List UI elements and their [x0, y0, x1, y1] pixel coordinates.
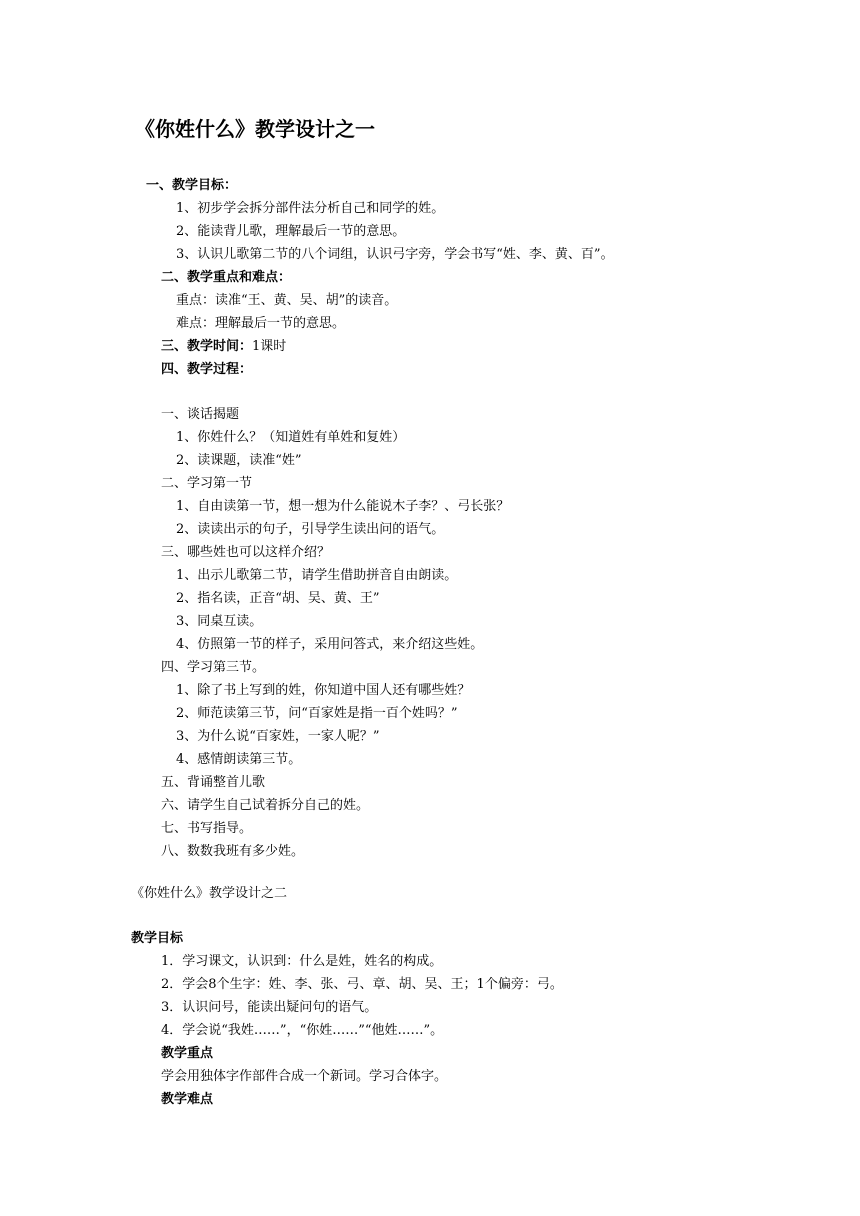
section-teaching-time — [161, 338, 286, 356]
process-substep: 2、指名读，正音“胡、吴、黄、王” — [176, 591, 380, 606]
doc2-heading-goals: 教学目标 — [131, 931, 184, 946]
process-step: 一、谈话揭题 — [161, 407, 240, 422]
doc2-goal-item: 1．学习课文，认识到：什么是姓，姓名的构成。 — [161, 954, 443, 969]
section-heading-key-points: 二、教学重点和难点： — [161, 270, 292, 285]
goal-item: 1、初步学会拆分部件法分析自己和同学的姓。 — [176, 201, 445, 216]
process-step: 七、书写指导。 — [161, 821, 253, 836]
doc2-title: 《你姓什么》教学设计之二 — [131, 886, 288, 901]
process-substep: 2、读读出示的句子，引导学生读出问的语气。 — [176, 522, 445, 537]
process-substep: 3、同桌互读。 — [176, 614, 263, 629]
process-substep: 2、师范读第三节，问“百家姓是指一百个姓吗？” — [176, 706, 458, 721]
process-step: 八、数数我班有多少姓。 — [161, 844, 305, 859]
process-substep: 4、仿照第一节的样子，采用问答式，来介绍这些姓。 — [176, 637, 484, 652]
process-step: 二、学习第一节 — [161, 476, 253, 491]
doc2-heading-key-points: 教学重点 — [161, 1046, 214, 1061]
doc2-goal-item: 2．学会8个生字：姓、李、张、弓、章、胡、吴、王；1个偏旁：弓。 — [161, 977, 563, 992]
process-substep: 2、读课题，读准“姓” — [176, 453, 302, 468]
key-point-item: 重点：读准“王、黄、吴、胡”的读音。 — [176, 293, 398, 308]
process-substep: 3、为什么说“百家姓，一家人呢？” — [176, 729, 380, 744]
process-substep: 1、除了书上写到的姓，你知道中国人还有哪些姓？ — [176, 683, 471, 698]
process-step: 六、请学生自己试着拆分自己的姓。 — [161, 798, 370, 813]
doc2-key-points-text: 学会用独体字作部件合成一个新词。学习合体字。 — [161, 1069, 448, 1084]
doc2-goal-item: 4．学会说“我姓……”，“你姓……”“他姓……”。 — [161, 1023, 444, 1038]
section-heading-process: 四、教学过程： — [161, 362, 253, 377]
doc2-goal-item: 3．认识问号，能读出疑问句的语气。 — [161, 1000, 378, 1015]
doc2-heading-difficulties: 教学难点 — [161, 1092, 214, 1107]
goal-item: 3、认识儿歌第二节的八个词组，认识弓字旁，学会书写“姓、李、黄、百”。 — [176, 247, 614, 262]
section-heading-goals: 一、教学目标： — [146, 178, 238, 193]
process-step: 四、学习第三节。 — [161, 660, 266, 675]
teaching-time-value: 1课时 — [252, 339, 287, 354]
process-step: 三、哪些姓也可以这样介绍？ — [161, 545, 331, 560]
process-substep: 1、出示儿歌第二节，请学生借助拼音自由朗读。 — [176, 568, 458, 583]
section-heading-time: 三、教学时间： — [161, 339, 253, 354]
goal-item: 2、能读背儿歌，理解最后一节的意思。 — [176, 224, 406, 239]
process-substep: 1、你姓什么？（知道姓有单姓和复姓） — [176, 430, 406, 445]
process-substep: 4、感情朗读第三节。 — [176, 752, 302, 767]
doc1-title: 《你姓什么》教学设计之一 — [135, 117, 375, 141]
difficulty-item: 难点：理解最后一节的意思。 — [176, 316, 346, 331]
process-step: 五、背诵整首儿歌 — [161, 775, 266, 790]
process-substep: 1、自由读第一节，想一想为什么能说木子李？、弓长张？ — [176, 499, 510, 514]
